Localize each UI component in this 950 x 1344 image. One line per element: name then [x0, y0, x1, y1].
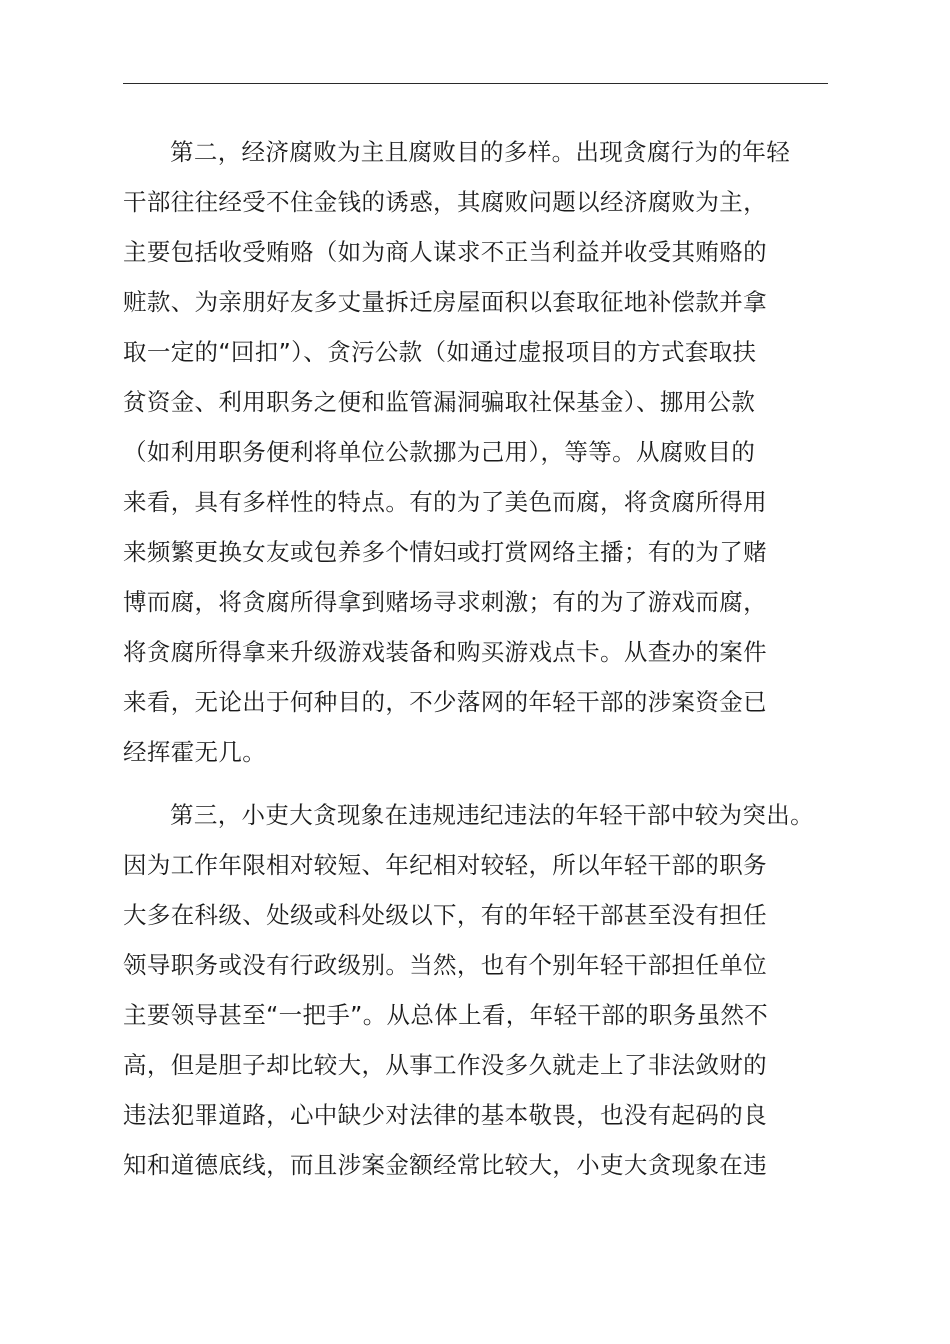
text-line: 干部往往经受不住金钱的诱惑，其腐败问题以经济腐败为主，	[123, 188, 767, 216]
text-line: 博而腐，将贪腐所得拿到赌场寻求刺激；有的为了游戏而腐，	[123, 588, 767, 616]
text-line: 来频繁更换女友或包养多个情妇或打赏网络主播；有的为了赌	[123, 538, 767, 566]
text-line: 知和道德底线，而且涉案金额经常比较大，小吏大贪现象在违	[123, 1151, 767, 1179]
text-line: 第二，经济腐败为主且腐败目的多样。出现贪腐行为的年轻	[170, 138, 791, 166]
text-line: 将贪腐所得拿来升级游戏装备和购买游戏点卡。从查办的案件	[123, 638, 767, 666]
paragraph-economic-corruption	[123, 127, 828, 777]
text-line: 主要领导甚至“一把手”。从总体上看，年轻干部的职务虽然不	[123, 1001, 769, 1029]
text-line: 贫资金、利用职务之便和监管漏洞骗取社保基金）、挪用公款	[123, 388, 756, 416]
paragraph-petty-officials	[123, 790, 828, 1190]
text-line: 因为工作年限相对较短、年纪相对较轻，所以年轻干部的职务	[123, 851, 767, 879]
text-line: 来看，具有多样性的特点。有的为了美色而腐，将贪腐所得用	[123, 488, 767, 516]
text-line: 违法犯罪道路，心中缺少对法律的基本敬畏，也没有起码的良	[123, 1101, 767, 1129]
text-line: 取一定的“回扣”）、贪污公款（如通过虚报项目的方式套取扶	[123, 338, 757, 366]
text-line: 第三，小吏大贪现象在违规违纪违法的年轻干部中较为突出。	[170, 801, 814, 829]
text-line: 赃款、为亲朋好友多丈量拆迁房屋面积以套取征地补偿款并拿	[123, 288, 767, 316]
text-line: （如利用职务便利将单位公款挪为己用），等等。从腐败目的	[123, 438, 756, 466]
text-line: 主要包括收受贿赂（如为商人谋求不正当利益并收受其贿赂的	[123, 238, 767, 266]
text-line: 经挥霍无几。	[123, 738, 267, 766]
text-line: 高，但是胆子却比较大，从事工作没多久就走上了非法敛财的	[123, 1051, 767, 1079]
text-line: 来看，无论出于何种目的，不少落网的年轻干部的涉案资金已	[123, 688, 767, 716]
text-line: 领导职务或没有行政级别。当然，也有个别年轻干部担任单位	[123, 951, 767, 979]
header-rule	[123, 83, 828, 84]
text-line: 大多在科级、处级或科处级以下，有的年轻干部甚至没有担任	[123, 901, 767, 929]
